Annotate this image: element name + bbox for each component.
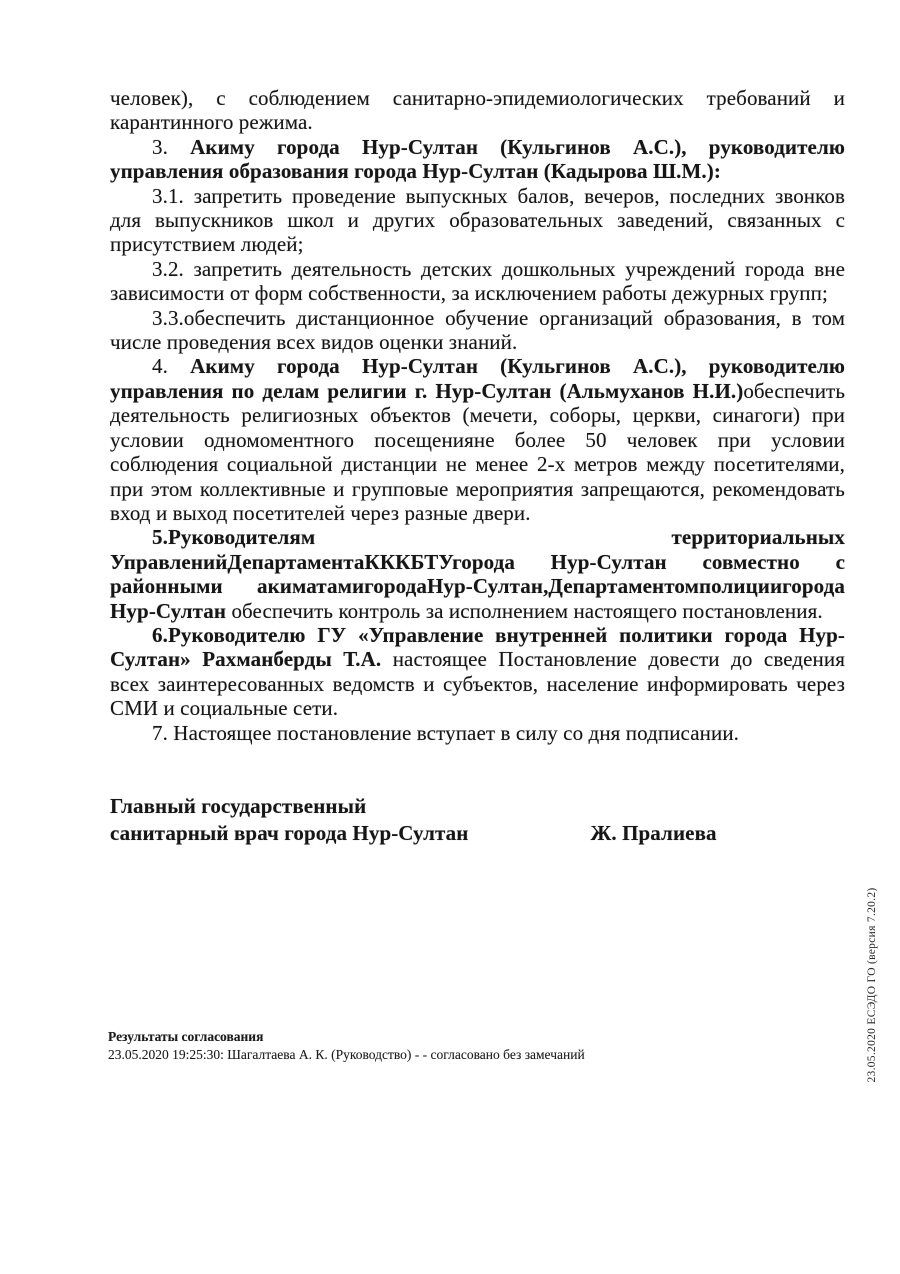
- approval-title: Результаты согласования: [108, 1029, 264, 1044]
- paragraph-text-bold: Акиму города Нур-Султан (Кульгинов А.С.), руководителю управления по делам религии г. Нур-Султан (Альмуханов Н.И.): [110, 354, 845, 403]
- signature-block: [110, 793, 845, 847]
- paragraph-continuation: [110, 86, 845, 135]
- approval-entry: 23.05.2020 19:25:30: Шагалтаева А. К. (Руководство) - - согласовано без замечаний: [108, 1046, 585, 1062]
- paragraph-text: обеспечить деятельность религиозных объектов (мечети, соборы, церкви, синагоги) при условии одномоментного посещенияне более 50 человек при условии соблюдения социальной дистанции не менее 2-х метров между посетителями, при этом коллективные и групповые мероприятия запрещаются, рекомендовать вход и выход посетителей через разные двери.: [110, 378, 845, 525]
- paragraph-text: 3.1. запретить проведение выпускных балов, вечеров, последних звонков для выпускников школ и других образовательных заведений, связанных с присутствием людей;: [110, 183, 845, 257]
- paragraph-text-bold: 6.Руководителю ГУ «Управление внутренней политики города Нур-Султан» Рахманберды Т.А.: [110, 622, 845, 672]
- paragraph-text: 3.3.обеспечить дистанционное обучение организаций образования, в том числе проведения всех видов оценки знаний.: [110, 305, 845, 355]
- paragraph-3-3: [110, 306, 845, 355]
- paragraph-7: [110, 721, 845, 745]
- paragraph-text: Акиму города Нур-Султан (Кульгинов А.С.), руководителю управления образования города Нур-Султан (Кадырова Ш.М.):: [110, 134, 845, 184]
- paragraph-3-1: [110, 184, 845, 257]
- esedo-vertical-stamp: 23.05.2020 ЕСЭДО ГО (версия 7.20.2): [866, 887, 878, 1083]
- paragraph-text: 7. Настоящее постановление вступает в силу со дня подписании.: [152, 720, 740, 745]
- document-body-text: [110, 86, 845, 847]
- paragraph-text: человек), с соблюдением санитарно-эпидемиологических требований и карантинного режима.: [110, 86, 845, 135]
- signature-name: Ж. Пралиева: [590, 820, 717, 845]
- paragraph-3-2: [110, 257, 845, 306]
- signature-title-line1: Главный государственный: [110, 793, 367, 818]
- signature-title-line2: санитарный врач города Нур-Султан: [110, 820, 469, 845]
- paragraph-text-bold: 5.Руководителям территориальных УправленийДепартаментаКККБТУгорода Нур-Султан совместно с районными акиматамигородаНур-Султан,Департаментомполициигорода Нур-Султан: [110, 525, 845, 623]
- paragraph-number: 4.: [152, 354, 191, 379]
- paragraph-5: [110, 525, 845, 623]
- paragraph-4: [110, 354, 845, 525]
- paragraph-text: обеспечить контроль за исполнением настоящего постановления.: [231, 598, 823, 623]
- paragraph-3-heading: [110, 135, 845, 184]
- signature-row: [110, 820, 845, 847]
- paragraph-6: [110, 623, 845, 721]
- paragraph-text: настоящее Постановление довести до сведения всех заинтересованных ведомств и субъектов, население информировать через СМИ и социальные сети.: [110, 647, 845, 721]
- approval-section: [108, 1028, 808, 1063]
- paragraph-text: 3.2. запретить деятельность детских дошкольных учреждений города вне зависимости от форм собственности, за исключением работы дежурных групп;: [110, 256, 845, 306]
- paragraph-number: 3.: [152, 134, 191, 159]
